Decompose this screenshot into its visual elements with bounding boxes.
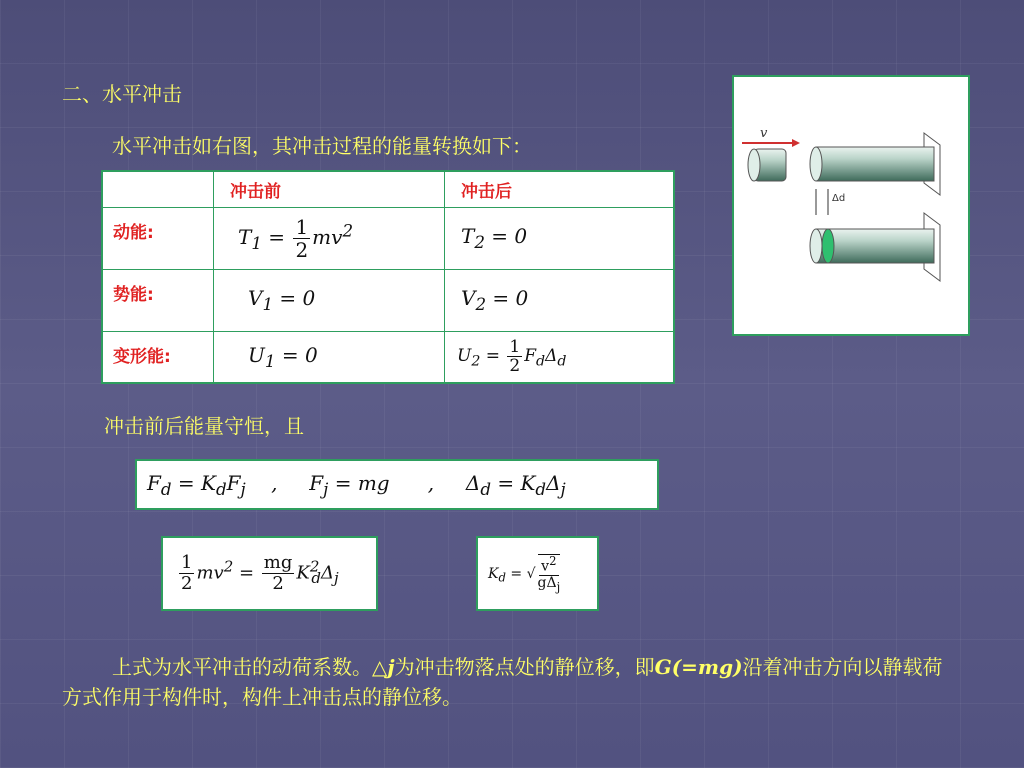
table-header-row [102,171,674,207]
formula-t2: $T_2 = 0$ [461,224,528,252]
formula-v2: $V_2 = 0$ [461,286,529,314]
header-after: 冲击后 [445,171,675,207]
energy-table [101,170,675,384]
row-label-potential: 势能: [102,269,214,331]
equation-2: $\frac{1}{2}$ $mv^2$ = $\frac{mg}{2}$ $K^2_d\Delta_j$ [181,552,339,594]
table-row-deformation [102,331,674,383]
row-label-deformation: 变形能: [102,331,214,383]
velocity-arrowhead [792,139,800,147]
beam-top-end [810,147,822,181]
conclusion-part1: 上式为水平冲击的动荷系数。 [112,655,372,679]
cell-deformation-after [445,331,675,383]
table-row-kinetic [102,207,674,269]
impact-diagram-svg [734,77,968,334]
beam-bottom-end [810,229,822,263]
conservation-text: 冲击前后能量守恒，且 [104,414,304,438]
conclusion-part3: 沿着冲击方向以静载荷方式作用于构件时，构件上冲击点的静位移。 [62,655,943,709]
conclusion-delta-j: △j [372,655,395,679]
equation-3: $K_d$ = √ $\frac{v^2}{g\Delta_j}$ [488,553,561,594]
equation-box-3 [476,536,599,611]
conclusion-text [62,652,962,712]
table-corner-cell [102,171,214,207]
formula-v1: $V_1 = 0$ [248,286,316,314]
beam-top [816,147,934,181]
row-label-kinetic: 动能: [102,207,214,269]
table-row-potential [102,269,674,331]
cell-kinetic-after [445,207,675,269]
impact-diagram [732,75,970,336]
formula-t1: $T_1$ = $\frac{1}{2}$ $mv^2$ [238,214,354,262]
intro-text: 水平冲击如右图，其冲击过程的能量转换如下： [112,134,532,158]
header-before: 冲击前 [214,171,445,207]
conclusion-g-expr: G(=mg) [654,655,743,679]
velocity-label: v [760,126,768,141]
equation-box-1 [135,459,659,510]
equation-1: $F_d = K_dF_j$ , $F_j$ = mg , $\Delta_d = K_d\Delta_j$ [147,470,566,499]
impactor-face [748,149,760,181]
section-title: 二、水平冲击 [62,82,182,106]
formula-u1: $U_1 = 0$ [248,342,318,371]
cell-potential-before [214,269,445,331]
cell-deformation-before [214,331,445,383]
formula-u2: $U_2$ = $\frac{1}{2}$ $F_d\Delta_d$ [457,336,567,377]
cell-kinetic-before [214,207,445,269]
impact-point-marker [822,229,834,263]
equation-box-2 [161,536,378,611]
delta-label: Δd [832,193,846,204]
conclusion-part2: 为冲击物落点处的静位移，即 [394,655,655,679]
cell-potential-after [445,269,675,331]
